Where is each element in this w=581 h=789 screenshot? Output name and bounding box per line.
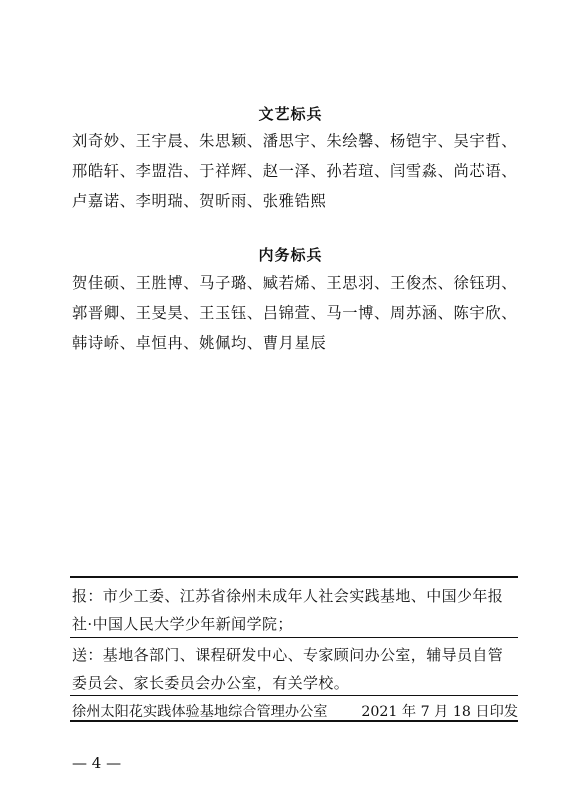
name-list-line: 贺佳硕、王胜博、马子璐、臧若烯、王思羽、王俊杰、徐钰玥、 [72,274,518,292]
issuer-name: 徐州太阳花实践体验基地综合管理办公室 [72,704,328,720]
footer-divider [70,695,518,696]
name-list-line: 卢嘉诺、李明瑞、贺昕雨、张雅锆熙 [72,192,327,210]
footer-bottom-rule [70,720,518,722]
page-number: — 4 — [72,754,122,772]
name-list-line: 韩诗峤、卓恒冉、姚佩均、曹月星辰 [72,334,327,352]
name-list-line: 刘奇妙、王宇晨、朱思颖、潘思宇、朱绘馨、杨铠宇、吴宇哲、 [72,132,518,150]
report-to-line: 报：市少工委、江苏省徐州未成年人社会实践基地、中国少年报 [72,587,504,605]
name-list-line: 郭晋卿、王旻昊、王玉钰、吕锦萱、马一博、周苏涵、陈宇欣、 [72,304,518,322]
name-list-line: 邢皓轩、李盟浩、于祥辉、赵一泽、孙若瑄、闫雪淼、尚芯语、 [72,162,518,180]
send-to-line: 委员会、家长委员会办公室，有关学校。 [72,674,350,692]
footer-divider [70,637,518,638]
footer-top-rule [70,576,518,578]
report-to-line: 社·中国人民大学少年新闻学院； [72,615,293,633]
send-to-line: 送：基地各部门、课程研发中心、专家顾问办公室，辅导员自管 [72,646,504,664]
section-title-neiwu: 内务标兵 [258,246,323,264]
issue-date: 2021 年 7 月 18 日印发 [361,704,518,720]
section-title-wenyi: 文艺标兵 [258,105,323,123]
issuer-line [72,701,518,721]
